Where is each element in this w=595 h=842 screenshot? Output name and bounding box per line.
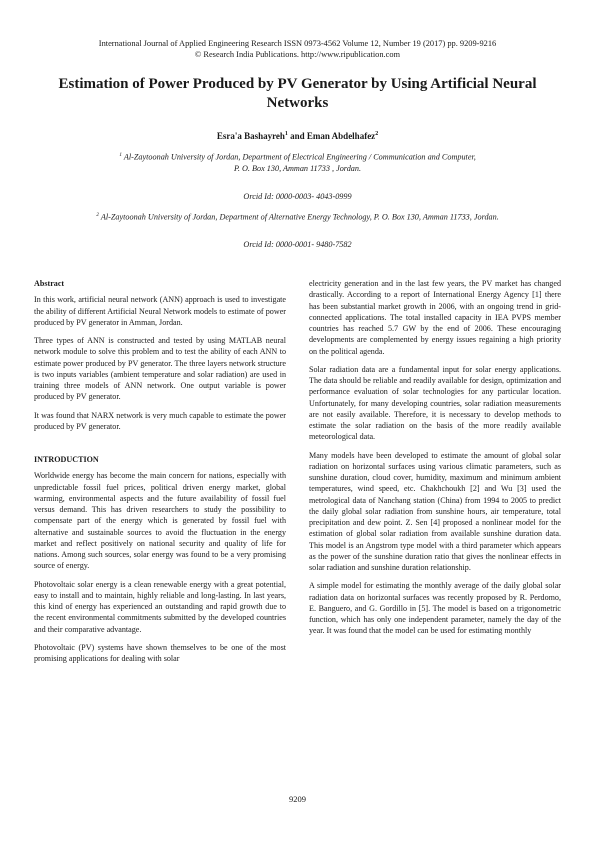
author-name: Esra'a Bashayreh — [216, 131, 285, 141]
introduction-heading: INTRODUCTION — [34, 455, 99, 464]
introduction-paragraph: Worldwide energy has become the main concern for nations, especially with unpredictable fossil fuel prices, political driven energy market, global warming, environmental aspects and the future availability of fossil fuel versus demand. This has driven researchers to study the possibility to compensate part of the energy which is generated by fossil fuel with alternative and sustainable sources to avoid the fluctuation in the energy market and reflect positively on national security and quality of life for nations. Among such sources, solar energy was found to be a very promising source of energy. — [34, 471, 286, 571]
left-column — [34, 278, 286, 671]
journal-header — [40, 38, 555, 60]
author-affiliation-marker: 2 — [375, 131, 379, 137]
journal-citation-line: International Journal of Applied Engineering Research ISSN 0973-4562 Volume 12, Number 19 (2017) pp. 9209-9216 — [98, 39, 497, 48]
affiliation-text: Al-Zaytoonah University of Jordan, Department of Electrical Engineering / Communication and Computer, — [121, 152, 476, 162]
publisher-line: © Research India Publications. http://www.ripublication.com — [194, 50, 401, 59]
abstract-paragraph: In this work, artificial neural network (ANN) approach is used to investigate the ability of different Artificial Neural Network models to estimate of power produced by PV generator in Amman, Jordan. — [34, 295, 286, 327]
paper-title: Estimation of Power Produced by PV Generator by Using Artificial Neural Networks — [58, 76, 537, 111]
introduction-paragraph: Photovoltaic (PV) systems have shown themselves to be one of the most promising applications for dealing with solar — [34, 642, 286, 663]
affiliation-address: P. O. Box 130, Amman 11733 , Jordan. — [233, 163, 362, 173]
affiliation-text: Al-Zaytoonah University of Jordan, Department of Alternative Energy Technology, P. O. Box 130, Amman 11733, Jordan. — [98, 212, 499, 222]
author-affiliation-marker: 1 — [284, 131, 288, 137]
orcid-id-2: Orcid Id: 0000-0001- 9480-7582 — [243, 240, 352, 249]
introduction-paragraph: Photovoltaic solar energy is a clean renewable energy with a great potential, easy to install and to maintain, highly reliable and long-lasting. In last years, this kind of energy has experienced an outstanding and rapid growth due to the recent environmental commitments submitted by the developed countries and their comparative advantage. — [34, 579, 286, 634]
right-column — [309, 278, 561, 644]
author-name: Eman Abdelhafez — [306, 131, 376, 141]
affiliation-marker: 2 — [96, 212, 99, 218]
body-paragraph: A simple model for estimating the monthly average of the daily global solar radiation data on horizontal surfaces was recently proposed by R. Perdomo, E. Banguero, and G. Gordillo in [5]. The model is based on a trigonometric function, which has only one independent parameter, namely the day of the year. It was found that the model can be used for estimating monthly — [309, 581, 561, 636]
abstract-paragraph: It was found that NARX network is very much capable to estimate the power produced by PV generator. — [34, 410, 286, 431]
body-paragraph: electricity generation and in the last few years, the PV market has changed drastically. According to a report of International Energy Agency [1] there has been substantial market growth in 2006, with an ongoing trend in grid-connected applications. The total installed capacity in IEA PVPS member countries has reached 5.7 GW by the end of 2006. These encouraging developments are complemented by energy issues regaining a high priority on the political agenda. — [309, 279, 561, 356]
affiliation-2 — [30, 210, 565, 223]
affiliation-1 — [30, 150, 565, 174]
orcid-id-1: Orcid Id: 0000-0003- 4043-0999 — [243, 192, 352, 201]
author-list — [40, 131, 555, 141]
affiliation-marker: 1 — [119, 152, 122, 158]
abstract-heading: Abstract — [34, 279, 65, 288]
body-paragraph: Solar radiation data are a fundamental input for solar energy applications. The data should be reliable and readily available for design, optimization and performance evaluation of solar technologies for any particular location. Unfortunately, for many developing countries, solar radiation measurements are not easily available. Therefore, it is necessary to develop methods to estimate the solar radiation on the basis of the more readily available meteorological data. — [309, 364, 561, 442]
author-joiner: and — [287, 131, 307, 141]
abstract-paragraph: Three types of ANN is constructed and tested by using MATLAB neural network module to solve this problem and to test the ability of each ANN to estimate power produced by PV generator. The three layers network structure is two inputs variables (ambient temperature and solar radiation) are used in training three models of ANN network. One output variable is power produced by PV generator. — [34, 336, 286, 402]
body-paragraph: Many models have been developed to estimate the amount of global solar radiation on horizontal surfaces using various climatic parameters, such as sunshine duration, cloud cover, humidity, maximum and minimum ambient temperatures, wind speed, etc. Chakhchoukh [2] and Wu [3] used the metrological data of Nanchang station (China) from 1994 to 2005 to predict the daily global solar radiation from sunshine hours, air temperature, total precipitation and dew point. Z. Sen [4] proposed a nonlinear model for the estimation of global solar radiation from available sunshine duration data. This model is an Angstrom type model with a third parameter which appears as the power of the sunshine duration ratio that gives the nonlinear effects in solar radiation and sunshine duration relationship. — [309, 450, 561, 572]
page-number: 9209 — [289, 794, 306, 804]
